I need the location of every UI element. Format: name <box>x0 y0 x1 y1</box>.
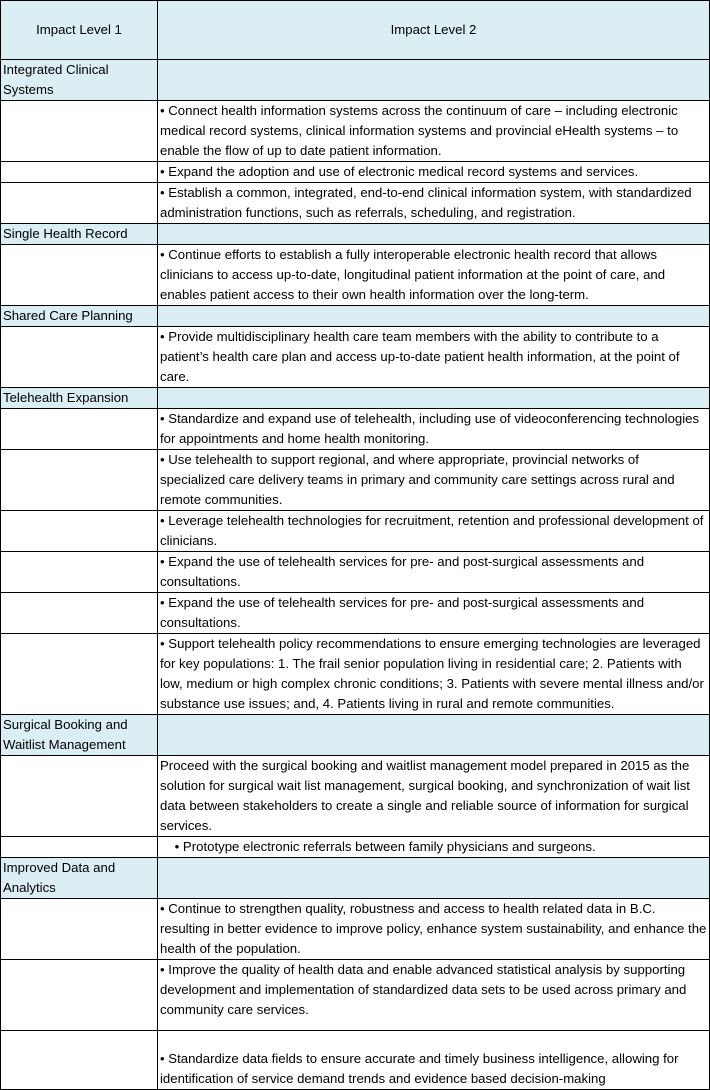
empty-cell <box>1 183 158 224</box>
item-text: • Leverage telehealth technologies for recruitment, retention and professional development of clinicians. <box>158 511 710 552</box>
header-impact-level-2: Impact Level 2 <box>158 1 710 60</box>
empty-cell <box>1 327 158 388</box>
category-label: Improved Data and Analytics <box>1 858 158 899</box>
item-text: • Continue to strengthen quality, robustness and access to health related data in B.C. resulting in better evidence to improve policy, enhance system sustainability, and enhance the health of the population. <box>158 899 710 960</box>
header-row <box>1 1 710 60</box>
item-row <box>1 409 710 450</box>
item-row <box>1 162 710 183</box>
empty-cell <box>1 634 158 715</box>
empty-cell <box>1 756 158 837</box>
empty-cell <box>1 552 158 593</box>
item-row <box>1 837 710 858</box>
empty-cell <box>1 245 158 306</box>
item-text: • Establish a common, integrated, end-to-end clinical information system, with standardized administration functions, such as referrals, scheduling, and registration. <box>158 183 710 224</box>
empty-cell <box>1 101 158 162</box>
empty-cell <box>1 837 158 858</box>
item-text: • Expand the adoption and use of electronic medical record systems and services. <box>158 162 710 183</box>
item-text: • Standardize data fields to ensure accurate and timely business intelligence, allowing for identification of service demand trends and evidence based decision-making <box>158 1031 710 1090</box>
category-label: Integrated Clinical Systems <box>1 60 158 101</box>
category-label: Surgical Booking and Waitlist Management <box>1 715 158 756</box>
category-row <box>1 224 710 245</box>
category-empty-cell <box>158 388 710 409</box>
item-text: Proceed with the surgical booking and waitlist management model prepared in 2015 as the solution for surgical wait list management, surgical booking, and synchronization of wait list data between stakeholders to create a single and reliable source of information for surgical services. <box>158 756 710 837</box>
item-text: • Use telehealth to support regional, and where appropriate, provincial networks of specialized care delivery teams in primary and community care settings across rural and remote communities. <box>158 450 710 511</box>
category-label: Telehealth Expansion <box>1 388 158 409</box>
item-row <box>1 327 710 388</box>
item-text: • Expand the use of telehealth services for pre- and post-surgical assessments and consultations. <box>158 552 710 593</box>
item-text: • Standardize and expand use of telehealth, including use of videoconferencing technologies for appointments and home health monitoring. <box>158 409 710 450</box>
item-row <box>1 183 710 224</box>
item-text: • Provide multidisciplinary health care team members with the ability to contribute to a patient’s health care plan and access up-to-date patient health information, at the point of care. <box>158 327 710 388</box>
category-label: Shared Care Planning <box>1 306 158 327</box>
empty-cell <box>1 960 158 1031</box>
empty-cell <box>1 162 158 183</box>
header-impact-level-1: Impact Level 1 <box>1 1 158 60</box>
category-row <box>1 60 710 101</box>
item-row <box>1 101 710 162</box>
empty-cell <box>1 899 158 960</box>
category-empty-cell <box>158 224 710 245</box>
category-empty-cell <box>158 858 710 899</box>
item-text: • Continue efforts to establish a fully interoperable electronic health record that allows clinicians to access up-to-date, longitudinal patient information at the point of care, and enables patient access to their own health information over the long-term. <box>158 245 710 306</box>
item-text: • Expand the use of telehealth services for pre- and post-surgical assessments and consultations. <box>158 593 710 634</box>
item-row <box>1 511 710 552</box>
category-empty-cell <box>158 306 710 327</box>
category-row <box>1 306 710 327</box>
item-row <box>1 960 710 1031</box>
item-text: • Prototype electronic referrals between family physicians and surgeons. <box>158 837 710 858</box>
category-label: Single Health Record <box>1 224 158 245</box>
item-row <box>1 756 710 837</box>
empty-cell <box>1 450 158 511</box>
category-row <box>1 388 710 409</box>
item-row <box>1 593 710 634</box>
item-text: • Connect health information systems across the continuum of care – including electronic medical record systems, clinical information systems and provincial eHealth systems – to enable the flow of up to date patient information. <box>158 101 710 162</box>
item-row <box>1 634 710 715</box>
item-text: • Support telehealth policy recommendations to ensure emerging technologies are leveraged for key populations: 1. The frail senior population living in residential care; 2. Patients with low, medium or high complex chronic conditions; 3. Patients with severe mental illness and/or substance use issues; and, 4. Patients living in rural and remote communities. <box>158 634 710 715</box>
category-empty-cell <box>158 60 710 101</box>
empty-cell <box>1 409 158 450</box>
item-row <box>1 245 710 306</box>
item-row <box>1 899 710 960</box>
category-row <box>1 858 710 899</box>
category-row <box>1 715 710 756</box>
category-empty-cell <box>158 715 710 756</box>
item-row <box>1 552 710 593</box>
item-row <box>1 450 710 511</box>
empty-cell <box>1 593 158 634</box>
empty-cell <box>1 511 158 552</box>
item-text: • Improve the quality of health data and enable advanced statistical analysis by supporting development and implementation of standardized data sets to be used across primary and community care services. <box>158 960 710 1031</box>
